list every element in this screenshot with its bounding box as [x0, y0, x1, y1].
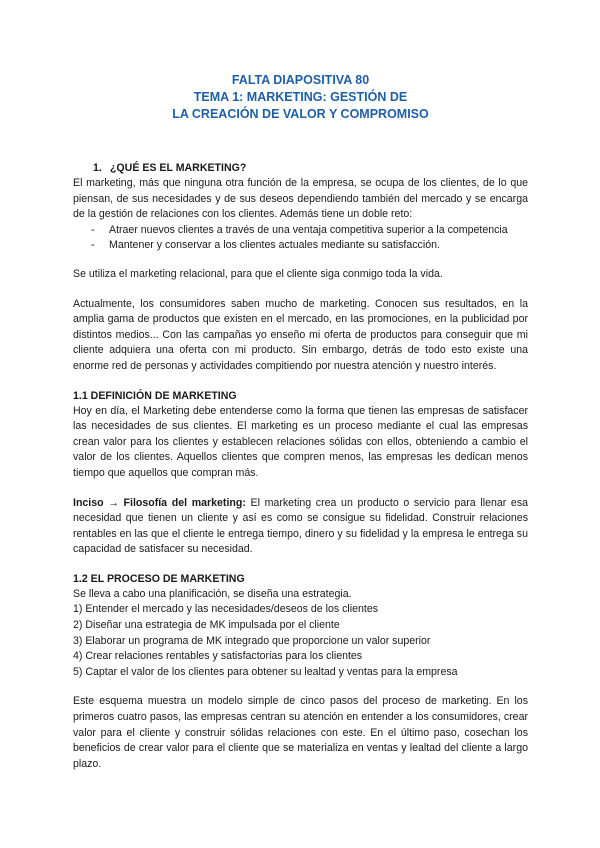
document-title [73, 72, 528, 123]
inciso-text: El marketing crea un producto o servicio para llenar esa necesidad que tienen un cliente y así es como se consigue su fidelidad. Construir relaciones rentables en las que el cliente le entrega tiempo, dinero y su fidelidad y la empresa le entrega su capacidad de satisfacer su necesidad. [73, 496, 529, 556]
list-item: - Atraer nuevos clientes a través de una ventaja competitiva superior a la competencia [91, 223, 528, 239]
section-1-number: 1. [93, 162, 102, 174]
section-1-2-heading: 1.2 EL PROCESO DE MARKETING [73, 572, 245, 585]
consumers-paragraph: Actualmente, los consumidores saben mucho de marketing. Conocen sus resultados, en la amplia gama de productos que existen en el mercado, en las promociones, en la publicidad por distintos medios... Con las campañas yo enseño mi oferta de productos para conseguir que mi cliente adquiera una oferta con mi producto. Sin embargo, detrás de todo esto existe una enorme red de personas y actividades compitiendo por nuestra atención y nuestro interés. [73, 297, 528, 372]
list-item: 1) Entender el mercado y las necesidades/deseos de los clientes [73, 603, 379, 616]
process-steps [73, 602, 528, 680]
challenge-list [73, 223, 528, 254]
title-line-3: LA CREACIÓN DE VALOR Y COMPROMISO [172, 107, 429, 121]
section-1-1-heading: 1.1 DEFINICIÓN DE MARKETING [73, 389, 237, 402]
title-line-2: TEMA 1: MARKETING: GESTIÓN DE [193, 90, 408, 104]
relational-paragraph: Se utiliza el marketing relacional, para que el cliente siga conmigo toda la vida. [73, 267, 443, 280]
section-1-heading-text: ¿QUÉ ES EL MARKETING? [109, 162, 247, 174]
process-intro: Se lleva a cabo una planificación, se diseña una estrategia. [73, 587, 352, 600]
inciso-paragraph [73, 496, 528, 558]
list-item: - Mantener y conservar a los clientes actuales mediante su satisfacción. [91, 238, 528, 254]
inciso-label: Inciso → Filosofía del marketing: [73, 496, 246, 509]
process-closing-paragraph: Este esquema muestra un modelo simple de cinco pasos del proceso de marketing. En los primeros cuatro pasos, las empresas centran su atención en entender a los consumidores, crear valor para el cliente y construir sólidas relaciones con este. En el último paso, cosechan los beneficios de crear valor para el cliente que se materializa en ventas y lealtad del cliente a largo plazo. [73, 695, 528, 770]
title-line-1: FALTA DIAPOSITIVA 80 [231, 73, 370, 87]
list-item: 2) Diseñar una estrategia de MK impulsada por el cliente [73, 619, 340, 632]
definition-paragraph: Hoy en día, el Marketing debe entenderse como la forma que tienen las empresas de satisfacer las necesidades de sus clientes. El marketing es un proceso mediante el cual las empresas crean valor para los clientes y establecen relaciones sólidas con ellos, obteniendo a cambio el valor de los clientes. Aquellos clientes que compren menos, las empresas les dedican menos tiempo que aquellos que compran más. [73, 404, 528, 479]
list-item: 3) Elaborar un programa de MK integrado que proporcione un valor superior [73, 634, 431, 647]
section-1-intro: El marketing, más que ninguna otra función de la empresa, se ocupa de los clientes, de lo que piensan, de sus necesidades y de sus deseos dependiendo también del mercado y se encarga de la gestión de relaciones con los clientes. Además tiene un doble reto: [73, 177, 528, 221]
document-page [73, 72, 528, 772]
list-item: 4) Crear relaciones rentables y satisfactorias para los clientes [73, 650, 363, 663]
list-item: 5) Captar el valor de los clientes para obtener su lealtad y ventas para la empresa [73, 665, 458, 678]
section-1-heading [73, 161, 528, 176]
